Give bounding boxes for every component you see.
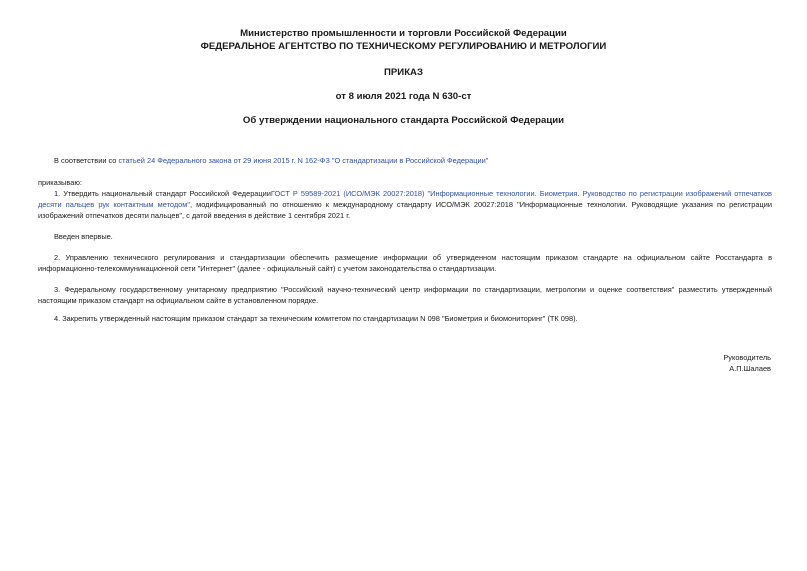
item-1-continuation: , модифицированный по отношению к международному стандарту ИСО/МЭК 20027:2018 "Информационные технологии. Руководящие указания по регистрации изображений отпечатков десяти пальцев", с датой введения в действие 1 сентября 2021 г. xyxy=(38,200,773,220)
first-time-paragraph xyxy=(38,231,772,242)
item-4-paragraph xyxy=(38,313,772,324)
preamble-paragraph xyxy=(38,155,772,166)
item-1-paragraph xyxy=(38,188,772,221)
item-3-paragraph xyxy=(38,284,772,306)
document-type: ПРИКАЗ xyxy=(384,67,423,78)
first-time-text: Введен впервые. xyxy=(54,232,113,241)
gost-standard-link[interactable]: ГОСТ Р 59589-2021 (ИСО/МЭК 20027:2018) "Информационные технологии. Биометрия. Руководство по регистрации изображений отпечатков десяти пальцев рук контактным методом" xyxy=(38,189,772,209)
preamble-text: В соответствии со xyxy=(54,156,119,165)
signature-title: Руководитель xyxy=(723,353,771,362)
order-word: приказываю: xyxy=(38,178,82,187)
ministry-title: Министерство промышленности и торговли Российской Федерации xyxy=(240,28,567,39)
signature-name: А.П.Шалаев xyxy=(729,364,771,373)
item-2-paragraph xyxy=(38,252,772,274)
item-3-text: 3. Федеральному государственному унитарному предприятию "Российский научно-технический центр информации по стандартизации, метрологии и оценке соответствия" разместить утвержденный настоящим приказом стандарт на официальном сайте в установленном порядке. xyxy=(38,285,772,305)
document-date-number: от 8 июля 2021 года N 630-ст xyxy=(335,91,472,102)
document-subject: Об утверждении национального стандарта Российской Федерации xyxy=(242,115,565,126)
item-1-text: 1. Утвердить национальный стандарт Российской Федерации xyxy=(54,189,271,198)
law-article-link[interactable]: статьей 24 Федерального закона от 29 июня 2015 г. N 162-ФЗ "О стандартизации в Российской Федерации" xyxy=(118,156,489,165)
item-4-text: 4. Закрепить утвержденный настоящим приказом стандарт за техническим комитетом по стандартизации N 098 "Биометрия и биомониторинг" (ТК 098). xyxy=(54,314,578,323)
agency-title: ФЕДЕРАЛЬНОЕ АГЕНТСТВО ПО ТЕХНИЧЕСКОМУ РЕГУЛИРОВАНИЮ И МЕТРОЛОГИИ xyxy=(200,41,607,52)
item-2-text: 2. Управлению технического регулирования и стандартизации обеспечить размещение информации об утвержденном настоящим приказом стандарте на официальном сайте Росстандарта в информационно-телекоммуникационной сети "Интернет" (далее - официальный сайт) с учетом законодательства о стандартизации. xyxy=(38,253,772,273)
